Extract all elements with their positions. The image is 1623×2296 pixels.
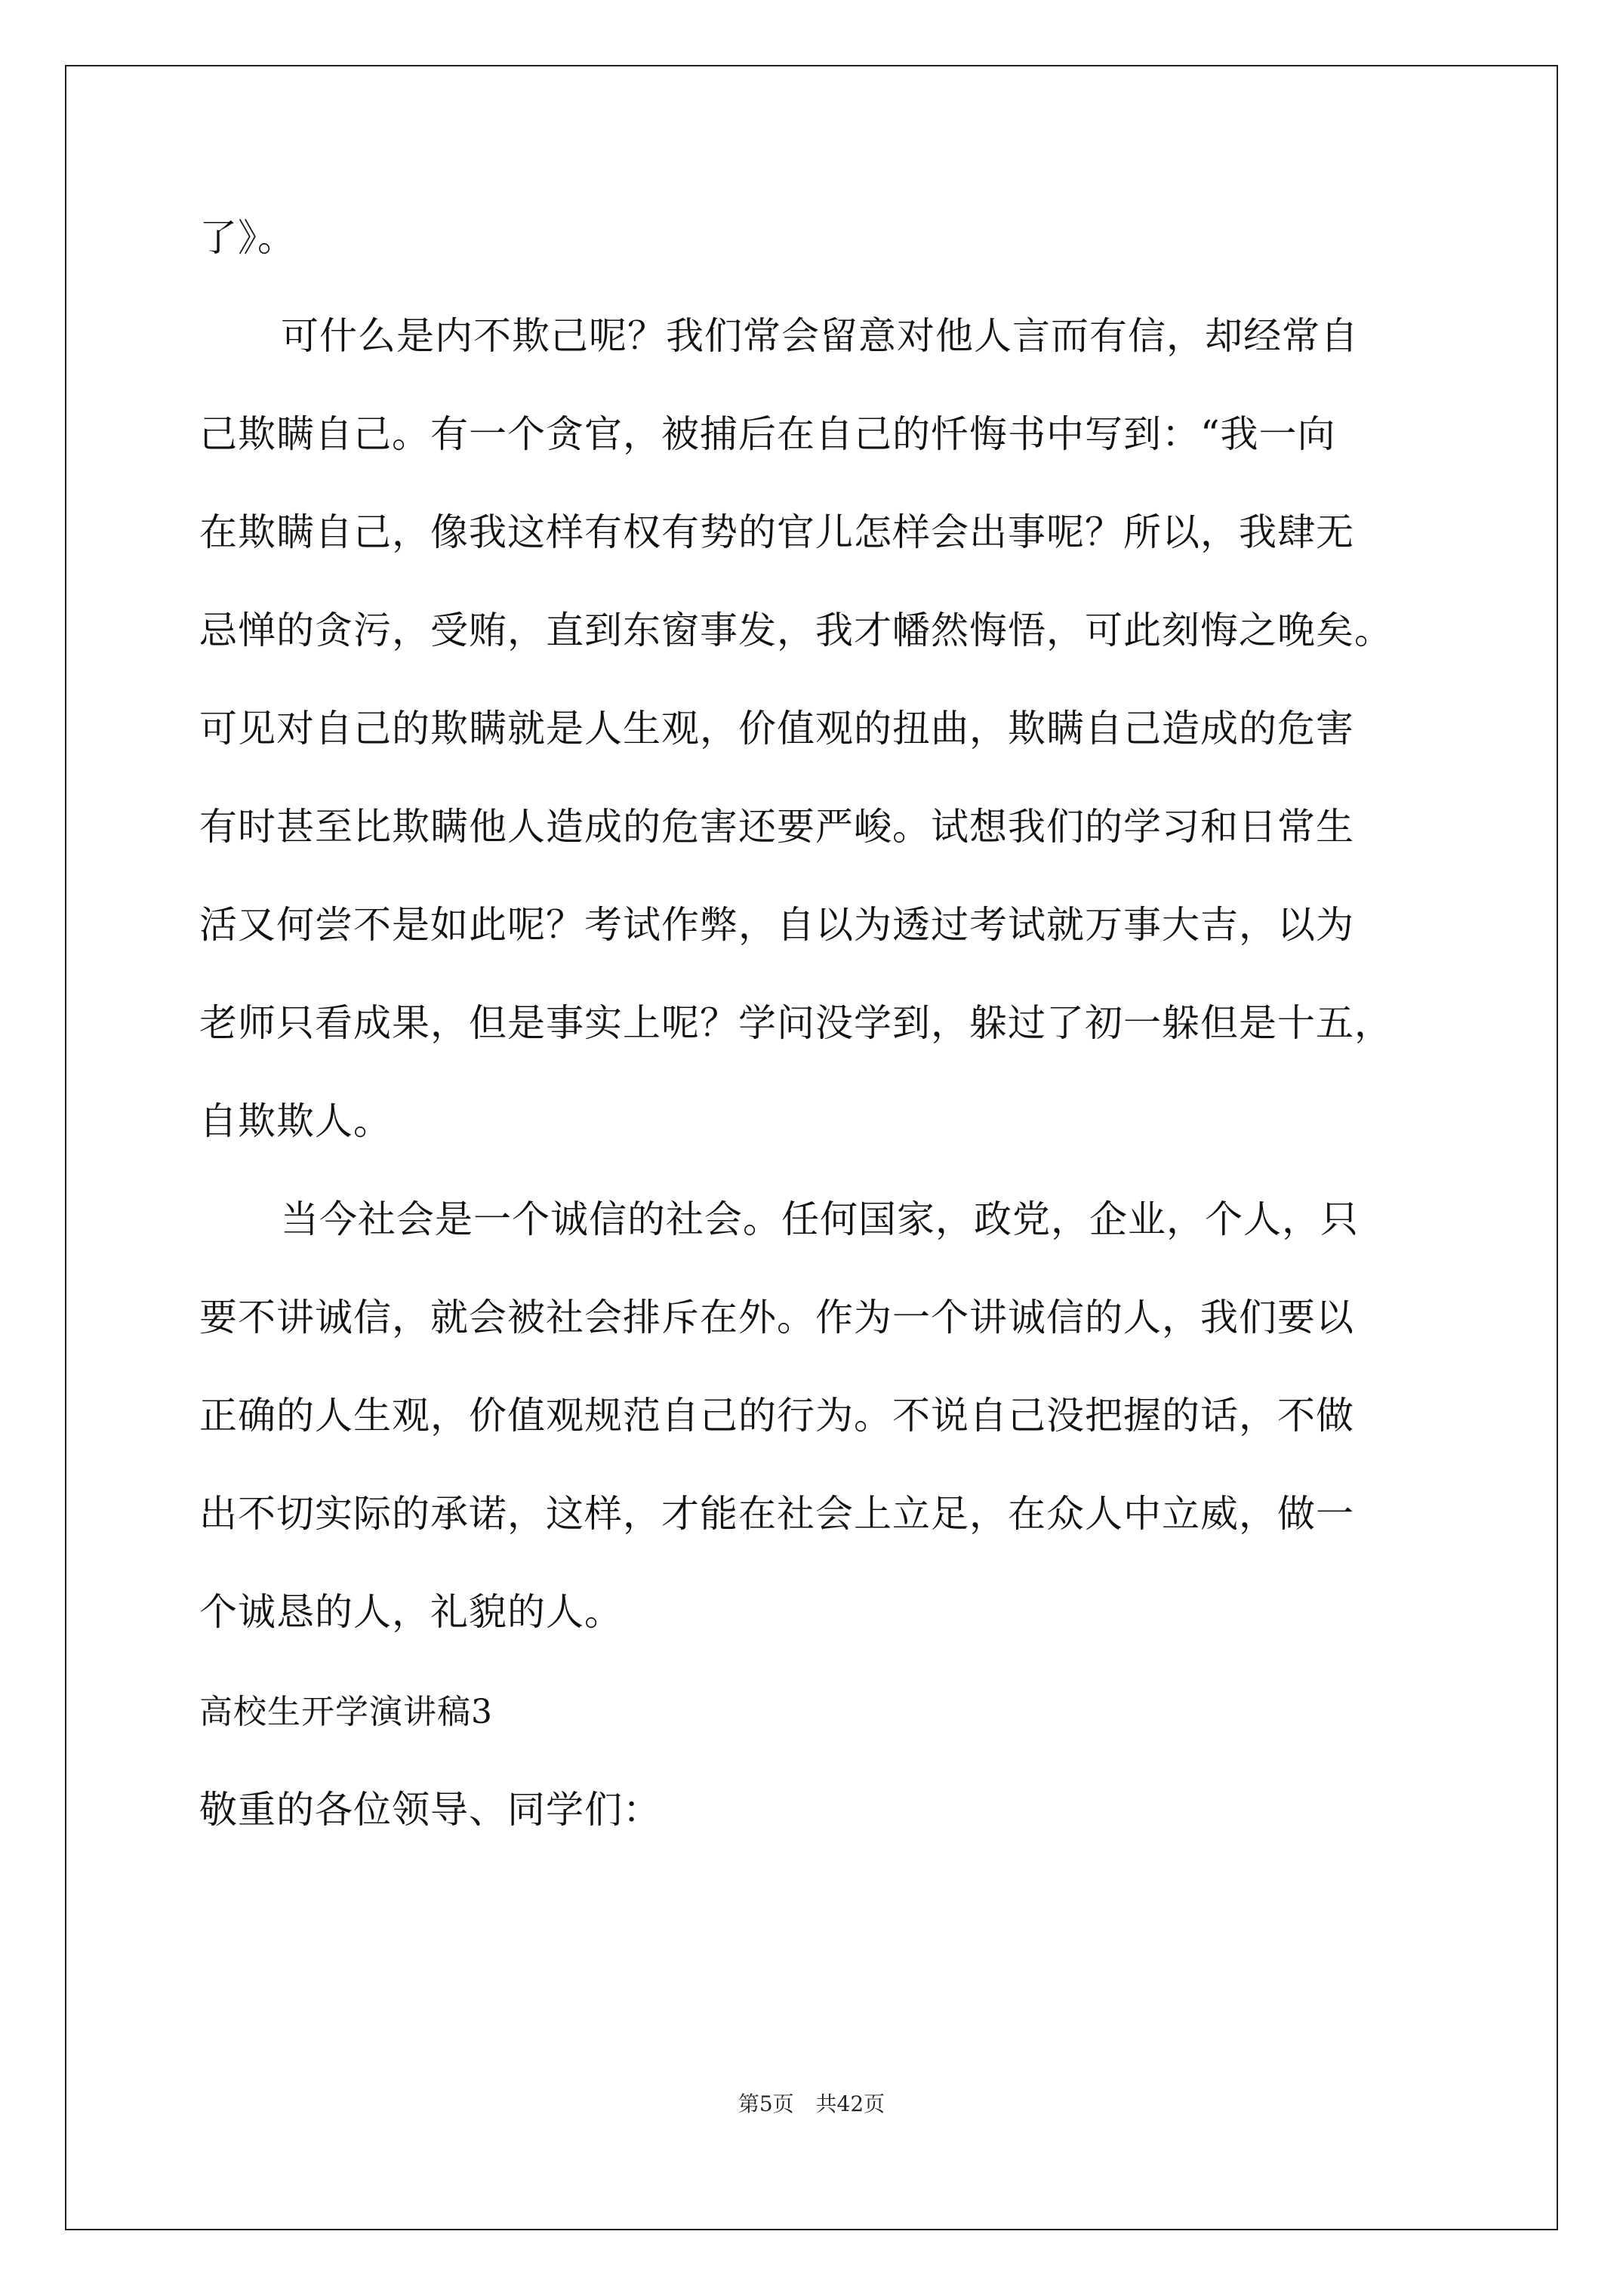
salutation: 敬重的各位领导、同学们：: [199, 1788, 661, 1832]
text-line: 自欺欺人。: [199, 1099, 392, 1143]
text-line: 在欺瞒自己，像我这样有权有势的官儿怎样会出事呢？所以，我肆无: [199, 510, 1354, 554]
text-line: 活又何尝不是如此呢？考试作弊，自以为透过考试就万事大吉，以为: [199, 903, 1354, 947]
page-border: [65, 65, 1558, 2230]
paragraph-start-line: 可什么是内不欺己呢？我们常会留意对他人言而有信，却经常自: [281, 314, 1359, 358]
text-line: 个诚恳的人，礼貌的人。: [199, 1590, 623, 1634]
page-footer: [0, 2091, 1623, 2117]
text-line: 出不切实际的承诺，这样，才能在社会上立足，在众人中立威，做一: [199, 1492, 1354, 1536]
page-total: 共42页: [815, 2091, 885, 2116]
text-line: 正确的人生观，价值观规范自己的行为。不说自己没把握的话，不做: [199, 1394, 1354, 1438]
paragraph-start-line: 当今社会是一个诚信的社会。任何国家，政党，企业，个人，只: [281, 1197, 1359, 1241]
text-line: 己欺瞒自己。有一个贪官，被捕后在自己的忏悔书中写到：“我一向: [199, 412, 1336, 456]
page-number: 第5页: [738, 2091, 794, 2116]
text-line: 要不讲诚信，就会被社会排斥在外。作为一个讲诚信的人，我们要以: [199, 1296, 1354, 1339]
text-line: 老师只看成果，但是事实上呢？学问没学到，躲过了初一躲但是十五，: [199, 1001, 1393, 1045]
text-line: 忌惮的贪污，受贿，直到东窗事发，我才幡然悔悟，可此刻悔之晚矣。: [199, 609, 1393, 652]
section-heading: 高校生开学演讲稿3: [199, 1693, 493, 1731]
text-line: 了》。: [199, 216, 296, 260]
text-line: 有时甚至比欺瞒他人造成的危害还要严峻。试想我们的学习和日常生: [199, 805, 1354, 849]
text-line: 可见对自己的欺瞒就是人生观，价值观的扭曲，欺瞒自己造成的危害: [199, 707, 1354, 750]
